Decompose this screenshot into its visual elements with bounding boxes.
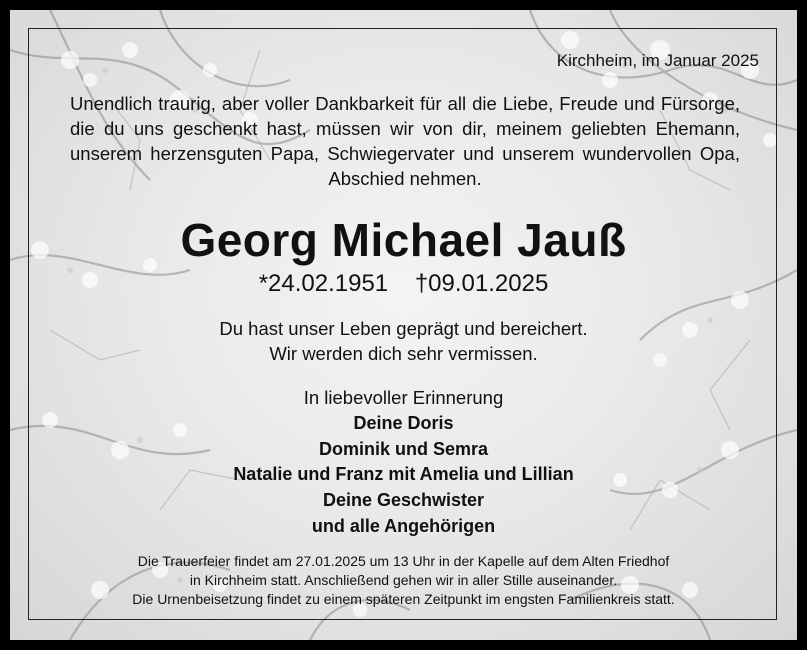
- verse-line: Wir werden dich sehr vermissen.: [269, 343, 538, 364]
- verse: [10, 316, 797, 366]
- verse-line: Du hast unser Leben geprägt und bereichert.: [219, 318, 588, 339]
- mourner-entry: Deine Doris: [353, 413, 454, 433]
- mourners-list: [10, 411, 797, 540]
- life-dates: [10, 270, 797, 298]
- memory-heading: In liebevoller Erinnerung: [303, 387, 504, 408]
- mourner-entry: Natalie und Franz mit Amelia und Lillian: [233, 464, 574, 485]
- deceased-name: Georg Michael Jauß: [180, 214, 627, 266]
- funeral-info: [10, 552, 797, 609]
- funeral-info-line: in Kirchheim statt. Anschließend gehen wir in aller Stille auseinander.: [189, 572, 618, 588]
- place-date: Kirchheim, im Januar 2025: [556, 51, 759, 70]
- notice-content: [10, 10, 797, 640]
- intro-text: Unendlich traurig, aber voller Dankbarkeit für all die Liebe, Freude und Fürsorge, die du uns geschenkt hast, müssen wir von dir, meinem geliebten Ehemann, unserem herzensguten Papa, Schwiegervater und unserem wundervollen Opa, Abschied nehmen.: [70, 93, 740, 189]
- mourner-entry: Deine Geschwister: [322, 490, 485, 511]
- birth-date: *24.02.1951: [258, 270, 389, 297]
- obituary-notice: [10, 10, 797, 640]
- death-date: †09.01.2025: [414, 270, 549, 297]
- mourner-entry: Dominik und Semra: [318, 438, 489, 459]
- funeral-info-line: Die Urnenbeisetzung findet zu einem späteren Zeitpunkt im engsten Familienkreis statt.: [132, 591, 675, 607]
- mourner-entry: und alle Angehörigen: [311, 515, 496, 536]
- funeral-info-line: Die Trauerfeier findet am 27.01.2025 um 13 Uhr in der Kapelle auf dem Alten Friedhof: [137, 553, 670, 569]
